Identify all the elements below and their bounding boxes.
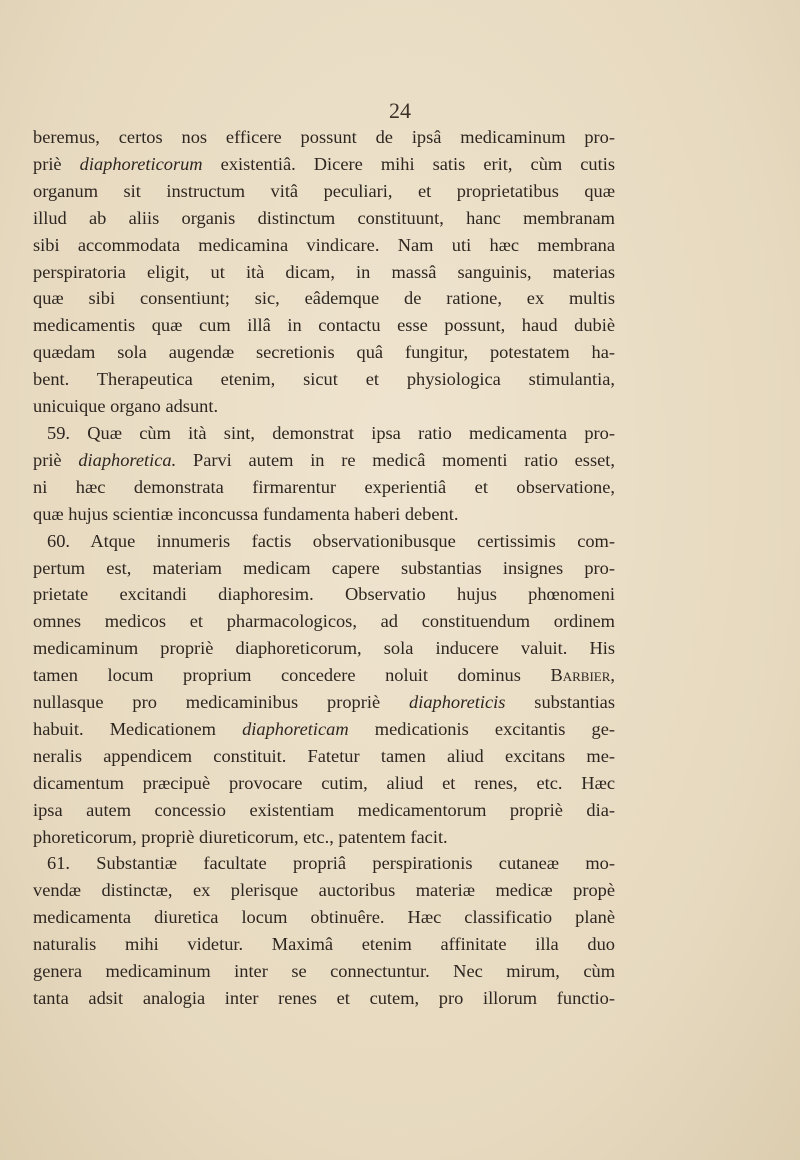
text-line <box>33 259 615 286</box>
text-line <box>33 797 615 824</box>
text-line <box>33 420 615 447</box>
italic-term: diaphoreticorum <box>79 153 203 174</box>
text-segment: priè <box>33 153 80 174</box>
text-line <box>33 958 615 985</box>
text-line <box>33 743 615 770</box>
text-line <box>33 850 615 877</box>
text-segment: quæ sibi consentiunt; sic, eâdemque de ratione, ex multis <box>33 288 615 309</box>
text-line <box>33 581 615 608</box>
text-segment: vendæ distinctæ, ex plerisque auctoribus materiæ medicæ propè <box>33 880 615 901</box>
text-line <box>33 205 615 232</box>
author-name: Barbier <box>550 665 611 686</box>
text-line <box>33 931 615 958</box>
page-number: 24 <box>389 98 411 123</box>
text-line <box>33 662 615 689</box>
text-segment: beremus, certos nos efficere possunt de ipsâ medicaminum pro- <box>33 127 615 147</box>
text-segment: medicationis excitantis ge- <box>348 718 615 739</box>
text-segment: pertum est, materiam medicam capere substantias insignes pro- <box>33 557 615 578</box>
text-line <box>33 985 615 1012</box>
text-segment: quædam sola augendæ secretionis quâ fungitur, potestatem ha- <box>33 342 615 363</box>
text-segment: phoreticorum, propriè diureticorum, etc., patentem facit. <box>33 826 448 847</box>
italic-term: diaphoreticam <box>242 718 349 739</box>
text-segment: priè <box>33 449 79 470</box>
text-line <box>33 447 615 474</box>
text-segment: existentiâ. Dicere mihi satis erit, cùm cutis <box>202 153 615 174</box>
text-segment: quæ hujus scientiæ inconcussa fundamenta haberi debent. <box>33 503 459 524</box>
text-segment: organum sit instructum vitâ peculiari, et proprietatibus quæ <box>33 180 615 201</box>
text-line <box>33 366 615 393</box>
body-text <box>33 124 615 1012</box>
text-segment: sibi accommodata medicamina vindicare. Nam uti hæc membrana <box>33 234 615 255</box>
text-segment: unicuique organo adsunt. <box>33 396 219 417</box>
text-segment: medicamenta diuretica locum obtinuêre. Hæc classificatio planè <box>33 907 615 928</box>
text-line <box>33 339 615 366</box>
text-line <box>33 232 615 259</box>
text-segment: 60. Atque innumeris factis observationibusque certissimis com- <box>47 530 615 551</box>
text-line <box>33 689 615 716</box>
text-line <box>33 904 615 931</box>
text-segment: medicaminum propriè diaphoreticorum, sola inducere valuit. His <box>33 638 615 659</box>
text-segment: naturalis mihi videtur. Maximâ etenim affinitate illa duo <box>33 934 615 955</box>
text-segment: tanta adsit analogia inter renes et cutem, pro illorum functio- <box>33 988 615 1008</box>
text-segment: nullasque pro medicaminibus propriè <box>33 692 410 713</box>
text-segment: medicamentis quæ cum illâ in contactu esse possunt, haud dubiè <box>33 315 615 336</box>
text-segment: Parvi autem in re medicâ momenti ratio esset, <box>176 449 615 470</box>
text-line <box>33 824 615 851</box>
text-line <box>33 312 615 339</box>
text-line <box>33 285 615 312</box>
text-line <box>33 877 615 904</box>
text-line <box>33 124 615 151</box>
text-line <box>33 501 615 528</box>
text-line <box>33 528 615 555</box>
text-segment: perspiratoria eligit, ut ità dicam, in massâ sanguinis, materias <box>33 261 615 282</box>
text-line <box>33 608 615 635</box>
text-line <box>33 393 615 420</box>
italic-term: diaphoreticis <box>409 692 506 713</box>
text-segment: omnes medicos et pharmacologicos, ad constituendum ordinem <box>33 611 615 632</box>
text-segment: neralis appendicem constituit. Fatetur tamen aliud excitans me- <box>33 745 615 766</box>
text-line <box>33 474 615 501</box>
text-line <box>33 178 615 205</box>
text-segment: habuit. Medicationem <box>33 718 243 739</box>
text-segment: genera medicaminum inter se connectuntur. Nec mirum, cùm <box>33 961 615 982</box>
text-segment: dicamentum præcipuè provocare cutim, aliud et renes, etc. Hæc <box>33 772 615 793</box>
text-segment: , <box>610 665 615 686</box>
text-segment: ipsa autem concessio existentiam medicamentorum propriè dia- <box>33 799 615 820</box>
text-segment: prietate excitandi diaphoresim. Observatio hujus phœnomeni <box>33 584 615 605</box>
text-segment: ni hæc demonstrata firmarentur experientiâ et observatione, <box>33 476 615 497</box>
italic-term: diaphoretica. <box>78 449 177 470</box>
text-segment: 61. Substantiæ facultate propriâ perspirationis cutaneæ mo- <box>47 853 615 874</box>
text-line <box>33 635 615 662</box>
text-line <box>33 716 615 743</box>
text-line <box>33 555 615 582</box>
text-line <box>33 151 615 178</box>
text-line <box>33 770 615 797</box>
text-segment: 59. Quæ cùm ità sint, demonstrat ipsa ratio medicamenta pro- <box>47 422 615 443</box>
text-segment: tamen locum proprium concedere noluit dominus <box>33 665 551 686</box>
text-segment: illud ab aliis organis distinctum constituunt, hanc membranam <box>33 207 615 228</box>
text-segment: substantias <box>505 692 616 713</box>
text-segment: bent. Therapeutica etenim, sicut et physiologica stimulantia, <box>33 369 615 390</box>
